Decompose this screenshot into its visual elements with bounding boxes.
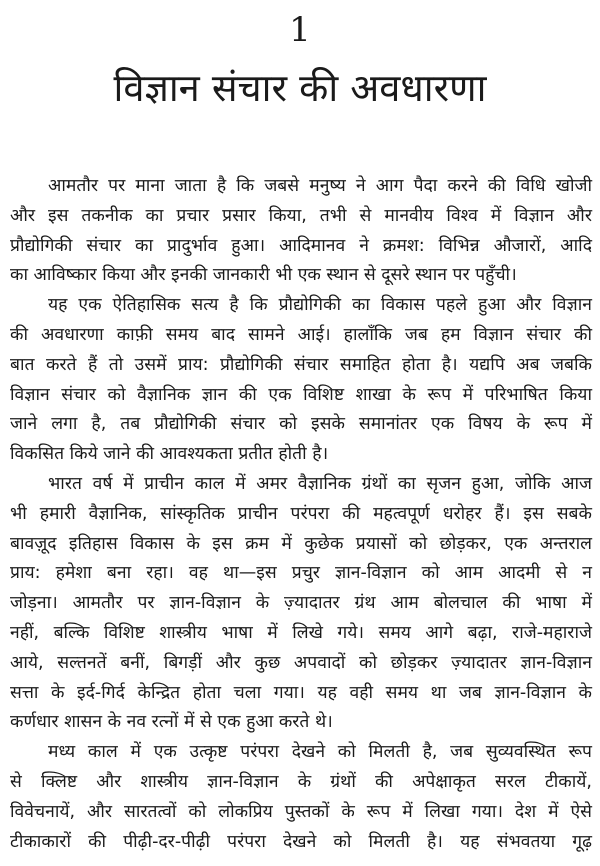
text-line: आये, सल्तनतें बनीं, बिगड़ीं और कुछ अपवादों को छोड़कर ज़्यादातर ज्ञान-विज्ञान [10, 652, 592, 673]
text-line: बावज़ूद इतिहास विकास के इस क्रम में कुछेक प्रयासों को छोड़कर, एक अन्तराल [10, 533, 592, 554]
text-line: जाने लगा है, तब प्रौद्योगिकी संचार को इसके समानांतर एक विषय के रूप में [10, 414, 592, 435]
text-line: आमतौर पर माना जाता है कि जबसे मनुष्य ने आग पैदा करने की विधि खोजी [48, 176, 592, 196]
chapter-number: 1 [289, 10, 311, 50]
chapter-title: विज्ञान संचार की अवधारणा [113, 66, 487, 110]
text-line: और इस तकनीक का प्रचार प्रसार किया, तभी से मानवीय विश्व में विज्ञान और [10, 205, 592, 226]
text-line: जोड़ना। आमतौर पर ज्ञान-विज्ञान के ज़्यादातर ग्रंथ आम बोलचाल की भाषा में [10, 593, 592, 614]
text-line: विकसित किये जाने की आवश्यकता प्रतीत होती है। [10, 444, 329, 465]
text-line: बात करते हैं तो उसमें प्राय: प्रौद्योगिकी संचार समाहित होता है। यद्यपि अब जबकि [10, 354, 592, 375]
text-line: यह एक ऐतिहासिक सत्य है कि प्रौद्योगिकी का विकास पहले हुआ और विज्ञान [48, 295, 592, 316]
paragraph [10, 291, 592, 470]
text-line: भारत वर्ष में प्राचीन काल में अमर वैज्ञानिक ग्रंथों का सृजन हुआ, जोकि आज [48, 473, 592, 494]
paragraph [10, 470, 592, 738]
text-line: का आविष्कार किया और इनकी जानकारी भी एक स्थान से दूसरे स्थान पर पहुँची। [10, 265, 517, 286]
text-line: विज्ञान संचार को वैज्ञानिक ज्ञान की एक विशिष्ट शाखा के रूप में परिभाषित किया [10, 384, 592, 405]
text-line: विवेचनायें, और सारतत्वों को लोकप्रिय पुस्तकों के रूप में लिखा गया। देश में ऐसे [10, 801, 592, 822]
text-line: सत्ता के इर्द-गिर्द केन्द्रित होता चला गया। यह वही समय था जब ज्ञान-विज्ञान के [10, 682, 592, 703]
text-line: प्राय: हमेशा बना रहा। वह था—इस प्रचुर ज्ञान-विज्ञान को आम आदमी से न [10, 563, 592, 584]
text-line: नहीं, बल्कि विशिष्ट शास्त्रीय भाषा में लिखे गये। समय आगे बढ़ा, राजे-महाराजे [10, 622, 592, 643]
text-line: भी हमारी वैज्ञानिक, सांस्कृतिक प्राचीन परंपरा की महत्वपूर्ण धरोहर हैं। इस सबके [10, 503, 592, 524]
text-line: से क्लिष्ट और शास्त्रीय ज्ञान-विज्ञान के ग्रंथों की अपेक्षाकृत सरल टीकायें, [10, 771, 592, 792]
text-line: कर्णधार शासन के नव रत्नों में से एक हुआ करते थे। [10, 712, 333, 733]
body-text [10, 172, 592, 857]
paragraph [10, 738, 592, 857]
paragraph [10, 172, 592, 291]
text-line: टीकाकारों की पीढ़ी-दर-पीढ़ी परंपरा देखने को मिलती है। यह संभवतया गूढ़ [10, 831, 592, 852]
text-line: प्रौद्योगिकी संचार का प्रादुर्भाव हुआ। आदिमानव ने क्रमश: विभिन्न औजारों, आदि [10, 235, 592, 256]
text-line: की अवधारणा काफ़ी समय बाद सामने आई। हालाँकि जब हम विज्ञान संचार की [10, 324, 592, 345]
text-line: मध्य काल में एक उत्कृष्ट परंपरा देखने को मिलती है, जब सुव्यवस्थित रूप [48, 742, 592, 763]
